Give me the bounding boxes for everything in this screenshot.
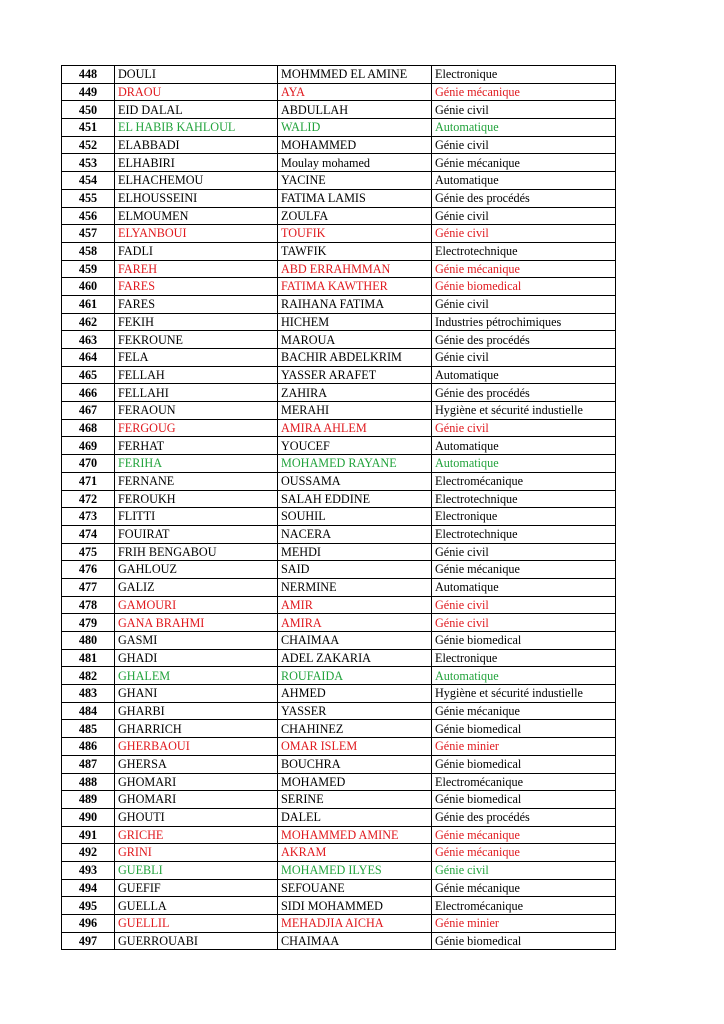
table-row (62, 295, 616, 313)
table-row (62, 189, 616, 207)
first-name-cell: BOUCHRA (278, 755, 432, 773)
department-cell: Hygiène et sécurité industielle (432, 685, 616, 703)
row-number: 459 (62, 260, 115, 278)
last-name-cell: FERNANE (115, 472, 278, 490)
department-cell: Electromécanique (432, 472, 616, 490)
department-cell: Génie biomedical (432, 720, 616, 738)
first-name-cell: SEFOUANE (278, 879, 432, 897)
table-row (62, 614, 616, 632)
department-cell: Génie civil (432, 614, 616, 632)
last-name-cell: GHOUTI (115, 808, 278, 826)
table-row (62, 66, 616, 84)
last-name-cell: GAHLOUZ (115, 561, 278, 579)
first-name-cell: SALAH EDDINE (278, 490, 432, 508)
table-row (62, 879, 616, 897)
student-list-body (62, 66, 616, 950)
row-number: 452 (62, 136, 115, 154)
row-number: 461 (62, 295, 115, 313)
first-name-cell: SOUHIL (278, 508, 432, 526)
row-number: 497 (62, 932, 115, 950)
department-cell: Hygiène et sécurité industielle (432, 402, 616, 420)
first-name-cell: FATIMA KAWTHER (278, 278, 432, 296)
row-number: 466 (62, 384, 115, 402)
row-number: 465 (62, 366, 115, 384)
table-row (62, 667, 616, 685)
table-row (62, 437, 616, 455)
last-name-cell: GAMOURI (115, 596, 278, 614)
first-name-cell: ZOULFA (278, 207, 432, 225)
last-name-cell: FAREH (115, 260, 278, 278)
last-name-cell: FLITTI (115, 508, 278, 526)
first-name-cell: AMIRA (278, 614, 432, 632)
first-name-cell: NACERA (278, 525, 432, 543)
table-row (62, 136, 616, 154)
department-cell: Génie civil (432, 101, 616, 119)
table-row (62, 525, 616, 543)
department-cell: Automatique (432, 437, 616, 455)
table-row (62, 242, 616, 260)
department-cell: Génie mécanique (432, 879, 616, 897)
last-name-cell: FERAOUN (115, 402, 278, 420)
department-cell: Génie civil (432, 136, 616, 154)
table-row (62, 172, 616, 190)
first-name-cell: YACINE (278, 172, 432, 190)
first-name-cell: CHAIMAA (278, 932, 432, 950)
table-row (62, 349, 616, 367)
last-name-cell: ELYANBOUI (115, 225, 278, 243)
first-name-cell: SIDI MOHAMMED (278, 897, 432, 915)
last-name-cell: ELHOUSSEINI (115, 189, 278, 207)
row-number: 477 (62, 578, 115, 596)
department-cell: Génie biomedical (432, 632, 616, 650)
table-row (62, 313, 616, 331)
first-name-cell: MOHAMED (278, 773, 432, 791)
table-row (62, 755, 616, 773)
first-name-cell: RAIHANA FATIMA (278, 295, 432, 313)
table-row (62, 915, 616, 933)
table-row (62, 897, 616, 915)
last-name-cell: FARES (115, 278, 278, 296)
department-cell: Génie mécanique (432, 561, 616, 579)
row-number: 448 (62, 66, 115, 84)
row-number: 493 (62, 861, 115, 879)
table-row (62, 685, 616, 703)
row-number: 481 (62, 649, 115, 667)
row-number: 450 (62, 101, 115, 119)
row-number: 462 (62, 313, 115, 331)
table-row (62, 826, 616, 844)
department-cell: Génie civil (432, 861, 616, 879)
last-name-cell: FRIH BENGABOU (115, 543, 278, 561)
first-name-cell: MOHAMMED AMINE (278, 826, 432, 844)
first-name-cell: NERMINE (278, 578, 432, 596)
first-name-cell: HICHEM (278, 313, 432, 331)
last-name-cell: GUEFIF (115, 879, 278, 897)
first-name-cell: MOHMMED EL AMINE (278, 66, 432, 84)
row-number: 458 (62, 242, 115, 260)
table-row (62, 578, 616, 596)
table-row (62, 738, 616, 756)
first-name-cell: AKRAM (278, 844, 432, 862)
last-name-cell: GHERSA (115, 755, 278, 773)
first-name-cell: OUSSAMA (278, 472, 432, 490)
row-number: 456 (62, 207, 115, 225)
last-name-cell: GUELLIL (115, 915, 278, 933)
row-number: 490 (62, 808, 115, 826)
table-row (62, 384, 616, 402)
table-row (62, 366, 616, 384)
table-row (62, 632, 616, 650)
last-name-cell: ELMOUMEN (115, 207, 278, 225)
department-cell: Industries pétrochimiques (432, 313, 616, 331)
department-cell: Génie minier (432, 915, 616, 933)
row-number: 488 (62, 773, 115, 791)
row-number: 480 (62, 632, 115, 650)
first-name-cell: YOUCEF (278, 437, 432, 455)
department-cell: Génie civil (432, 596, 616, 614)
row-number: 464 (62, 349, 115, 367)
last-name-cell: DRAOU (115, 83, 278, 101)
table-row (62, 260, 616, 278)
first-name-cell: YASSER ARAFET (278, 366, 432, 384)
department-cell: Génie civil (432, 543, 616, 561)
first-name-cell: TOUFIK (278, 225, 432, 243)
first-name-cell: ABDULLAH (278, 101, 432, 119)
department-cell: Automatique (432, 119, 616, 137)
first-name-cell: CHAIMAA (278, 632, 432, 650)
row-number: 451 (62, 119, 115, 137)
row-number: 487 (62, 755, 115, 773)
row-number: 468 (62, 419, 115, 437)
table-row (62, 225, 616, 243)
row-number: 485 (62, 720, 115, 738)
department-cell: Electromécanique (432, 773, 616, 791)
department-cell: Génie mécanique (432, 826, 616, 844)
first-name-cell: ZAHIRA (278, 384, 432, 402)
table-row (62, 791, 616, 809)
department-cell: Génie civil (432, 419, 616, 437)
last-name-cell: FELA (115, 349, 278, 367)
row-number: 453 (62, 154, 115, 172)
last-name-cell: GHADI (115, 649, 278, 667)
last-name-cell: GHOMARI (115, 773, 278, 791)
department-cell: Electronique (432, 508, 616, 526)
last-name-cell: FARES (115, 295, 278, 313)
department-cell: Génie mécanique (432, 83, 616, 101)
table-row (62, 101, 616, 119)
table-row (62, 932, 616, 950)
first-name-cell: AMIR (278, 596, 432, 614)
first-name-cell: CHAHINEZ (278, 720, 432, 738)
last-name-cell: FADLI (115, 242, 278, 260)
last-name-cell: GRINI (115, 844, 278, 862)
first-name-cell: MAROUA (278, 331, 432, 349)
row-number: 471 (62, 472, 115, 490)
last-name-cell: GHERBAOUI (115, 738, 278, 756)
row-number: 476 (62, 561, 115, 579)
row-number: 463 (62, 331, 115, 349)
last-name-cell: ELHABIRI (115, 154, 278, 172)
department-cell: Génie biomedical (432, 278, 616, 296)
row-number: 449 (62, 83, 115, 101)
first-name-cell: ADEL ZAKARIA (278, 649, 432, 667)
first-name-cell: MOHAMED RAYANE (278, 455, 432, 473)
table-row (62, 419, 616, 437)
first-name-cell: WALID (278, 119, 432, 137)
row-number: 472 (62, 490, 115, 508)
department-cell: Génie civil (432, 207, 616, 225)
first-name-cell: AMIRA AHLEM (278, 419, 432, 437)
first-name-cell: AHMED (278, 685, 432, 703)
last-name-cell: GHARBI (115, 702, 278, 720)
department-cell: Génie biomedical (432, 932, 616, 950)
last-name-cell: GUELLA (115, 897, 278, 915)
table-row (62, 402, 616, 420)
first-name-cell: MOHAMMED (278, 136, 432, 154)
first-name-cell: Moulay mohamed (278, 154, 432, 172)
department-cell: Génie mécanique (432, 844, 616, 862)
department-cell: Electronique (432, 66, 616, 84)
table-row (62, 649, 616, 667)
table-row (62, 844, 616, 862)
student-list-table (61, 65, 616, 950)
row-number: 475 (62, 543, 115, 561)
last-name-cell: GUERROUABI (115, 932, 278, 950)
table-row (62, 861, 616, 879)
last-name-cell: FEROUKH (115, 490, 278, 508)
table-row (62, 455, 616, 473)
first-name-cell: MEHDI (278, 543, 432, 561)
department-cell: Génie mécanique (432, 154, 616, 172)
row-number: 469 (62, 437, 115, 455)
last-name-cell: GHANI (115, 685, 278, 703)
last-name-cell: GALIZ (115, 578, 278, 596)
table-row (62, 119, 616, 137)
first-name-cell: ABD ERRAHMMAN (278, 260, 432, 278)
row-number: 489 (62, 791, 115, 809)
department-cell: Electromécanique (432, 897, 616, 915)
table-row (62, 154, 616, 172)
department-cell: Automatique (432, 455, 616, 473)
row-number: 473 (62, 508, 115, 526)
department-cell: Electrotechnique (432, 242, 616, 260)
department-cell: Génie mécanique (432, 702, 616, 720)
last-name-cell: FELLAH (115, 366, 278, 384)
row-number: 494 (62, 879, 115, 897)
department-cell: Automatique (432, 172, 616, 190)
last-name-cell: GASMI (115, 632, 278, 650)
last-name-cell: GUEBLI (115, 861, 278, 879)
last-name-cell: GHOMARI (115, 791, 278, 809)
department-cell: Electrotechnique (432, 525, 616, 543)
table-row (62, 508, 616, 526)
last-name-cell: GHALEM (115, 667, 278, 685)
department-cell: Automatique (432, 366, 616, 384)
row-number: 483 (62, 685, 115, 703)
table-row (62, 83, 616, 101)
row-number: 470 (62, 455, 115, 473)
last-name-cell: ELHACHEMOU (115, 172, 278, 190)
row-number: 479 (62, 614, 115, 632)
first-name-cell: SERINE (278, 791, 432, 809)
table-row (62, 808, 616, 826)
first-name-cell: YASSER (278, 702, 432, 720)
table-row (62, 207, 616, 225)
row-number: 486 (62, 738, 115, 756)
first-name-cell: MEHADJIA AICHA (278, 915, 432, 933)
first-name-cell: ROUFAIDA (278, 667, 432, 685)
department-cell: Electronique (432, 649, 616, 667)
last-name-cell: EID DALAL (115, 101, 278, 119)
department-cell: Génie mécanique (432, 260, 616, 278)
row-number: 482 (62, 667, 115, 685)
table-row (62, 561, 616, 579)
first-name-cell: SAID (278, 561, 432, 579)
first-name-cell: AYA (278, 83, 432, 101)
department-cell: Automatique (432, 667, 616, 685)
row-number: 455 (62, 189, 115, 207)
department-cell: Génie des procédés (432, 808, 616, 826)
row-number: 496 (62, 915, 115, 933)
department-cell: Génie des procédés (432, 189, 616, 207)
first-name-cell: TAWFIK (278, 242, 432, 260)
last-name-cell: FEKIH (115, 313, 278, 331)
row-number: 474 (62, 525, 115, 543)
department-cell: Génie biomedical (432, 791, 616, 809)
last-name-cell: FEKROUNE (115, 331, 278, 349)
department-cell: Génie biomedical (432, 755, 616, 773)
first-name-cell: MOHAMED ILYES (278, 861, 432, 879)
last-name-cell: FELLAHI (115, 384, 278, 402)
department-cell: Génie civil (432, 349, 616, 367)
department-cell: Automatique (432, 578, 616, 596)
row-number: 484 (62, 702, 115, 720)
table-row (62, 596, 616, 614)
department-cell: Electrotechnique (432, 490, 616, 508)
first-name-cell: DALEL (278, 808, 432, 826)
last-name-cell: FOUIRAT (115, 525, 278, 543)
table-row (62, 773, 616, 791)
last-name-cell: GANA BRAHMI (115, 614, 278, 632)
row-number: 467 (62, 402, 115, 420)
table-row (62, 472, 616, 490)
table-row (62, 720, 616, 738)
last-name-cell: GRICHE (115, 826, 278, 844)
last-name-cell: GHARRICH (115, 720, 278, 738)
last-name-cell: ELABBADI (115, 136, 278, 154)
row-number: 454 (62, 172, 115, 190)
row-number: 460 (62, 278, 115, 296)
first-name-cell: MERAHI (278, 402, 432, 420)
department-cell: Génie minier (432, 738, 616, 756)
table-row (62, 278, 616, 296)
department-cell: Génie civil (432, 225, 616, 243)
last-name-cell: FERIHA (115, 455, 278, 473)
table-row (62, 702, 616, 720)
row-number: 457 (62, 225, 115, 243)
department-cell: Génie des procédés (432, 331, 616, 349)
last-name-cell: DOULI (115, 66, 278, 84)
table-row (62, 490, 616, 508)
table-row (62, 543, 616, 561)
department-cell: Génie des procédés (432, 384, 616, 402)
row-number: 491 (62, 826, 115, 844)
first-name-cell: BACHIR ABDELKRIM (278, 349, 432, 367)
first-name-cell: FATIMA LAMIS (278, 189, 432, 207)
first-name-cell: OMAR ISLEM (278, 738, 432, 756)
last-name-cell: EL HABIB KAHLOUL (115, 119, 278, 137)
last-name-cell: FERHAT (115, 437, 278, 455)
row-number: 478 (62, 596, 115, 614)
row-number: 492 (62, 844, 115, 862)
department-cell: Génie civil (432, 295, 616, 313)
last-name-cell: FERGOUG (115, 419, 278, 437)
row-number: 495 (62, 897, 115, 915)
table-row (62, 331, 616, 349)
